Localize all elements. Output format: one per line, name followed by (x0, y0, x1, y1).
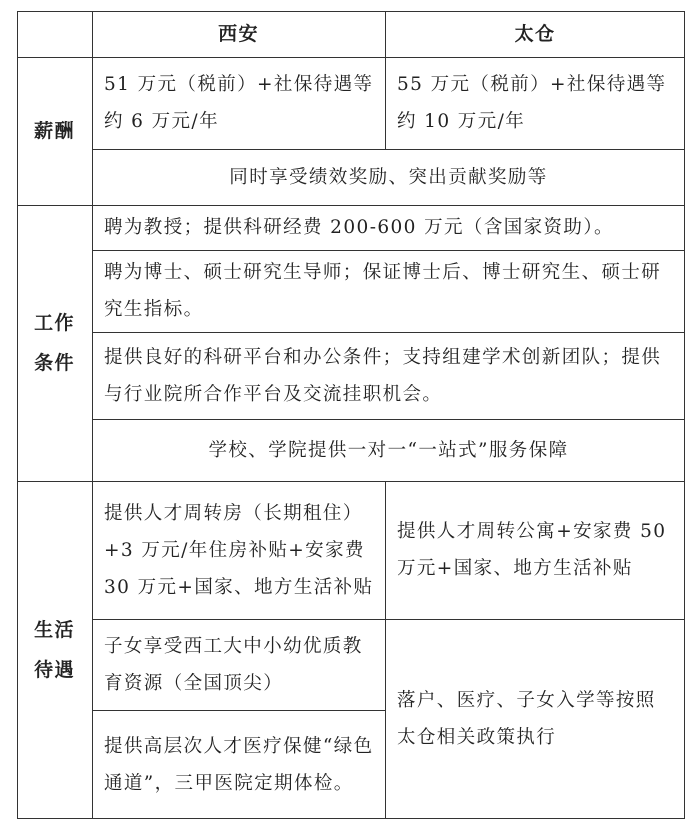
row-header-work-conditions-text: 工作条件 (34, 312, 75, 374)
column-header-xian: 西安 (218, 22, 259, 45)
salary-taicang-cell: 55 万元（税前）+社保待遇等约 10 万元/年 (397, 74, 667, 132)
divider-after-salary (17, 205, 685, 206)
table-border-left (17, 11, 18, 819)
divider-label-column (92, 11, 93, 819)
work-row-supervisor: 聘为博士、硕士研究生导师；保证博士后、博士研究生、硕士研究生指标。 (104, 262, 662, 320)
divider-work-2 (92, 332, 685, 333)
divider-after-header (17, 57, 685, 58)
living-taicang-housing: 提供人才周转公寓+安家费 50 万元+国家、地方生活补贴 (397, 521, 667, 579)
benefits-table (17, 11, 685, 819)
living-xian-medical: 提供高层次人才医疗保健“绿色通道”，三甲医院定期体检。 (104, 735, 374, 794)
table-border-top (17, 11, 685, 12)
living-xian-housing: 提供人才周转房（长期租住）+3 万元/年住房补贴+安家费 30 万元+国家、地方生活补贴 (104, 502, 374, 598)
divider-city-columns-top (385, 11, 386, 149)
divider-salary-inner (92, 149, 685, 150)
work-row-professor: 聘为教授；提供科研经费 200-600 万元（含国家资助）。 (104, 217, 614, 238)
living-xian-education: 子女享受西工大中小幼优质教育资源（全国顶尖） (104, 635, 363, 694)
work-row-platform: 提供良好的科研平台和办公条件；支持组建学术创新团队；提供与行业院所合作平台及交流挂职机会。 (104, 346, 662, 405)
row-header-salary: 薪酬 (34, 120, 75, 142)
divider-living-housing (92, 619, 685, 620)
divider-living-education (92, 710, 385, 711)
divider-city-columns-bottom (385, 481, 386, 819)
living-taicang-other: 落户、医疗、子女入学等按照太仓相关政策执行 (397, 690, 656, 748)
column-header-taicang: 太仓 (514, 22, 556, 45)
divider-after-work (17, 481, 685, 482)
divider-work-1 (92, 250, 685, 251)
row-header-living-text: 生活待遇 (34, 619, 75, 681)
divider-work-3 (92, 419, 685, 420)
salary-shared-cell: 同时享受绩效奖励、突出贡献奖励等 (229, 166, 548, 188)
table-border-right (684, 11, 685, 819)
row-header-living (17, 481, 92, 819)
salary-xian-cell: 51 万元（税前）+社保待遇等约 6 万元/年 (104, 74, 374, 132)
work-row-service: 学校、学院提供一对一“一站式”服务保障 (208, 439, 569, 461)
table-border-bottom (17, 818, 685, 819)
row-header-work-conditions (17, 205, 92, 481)
